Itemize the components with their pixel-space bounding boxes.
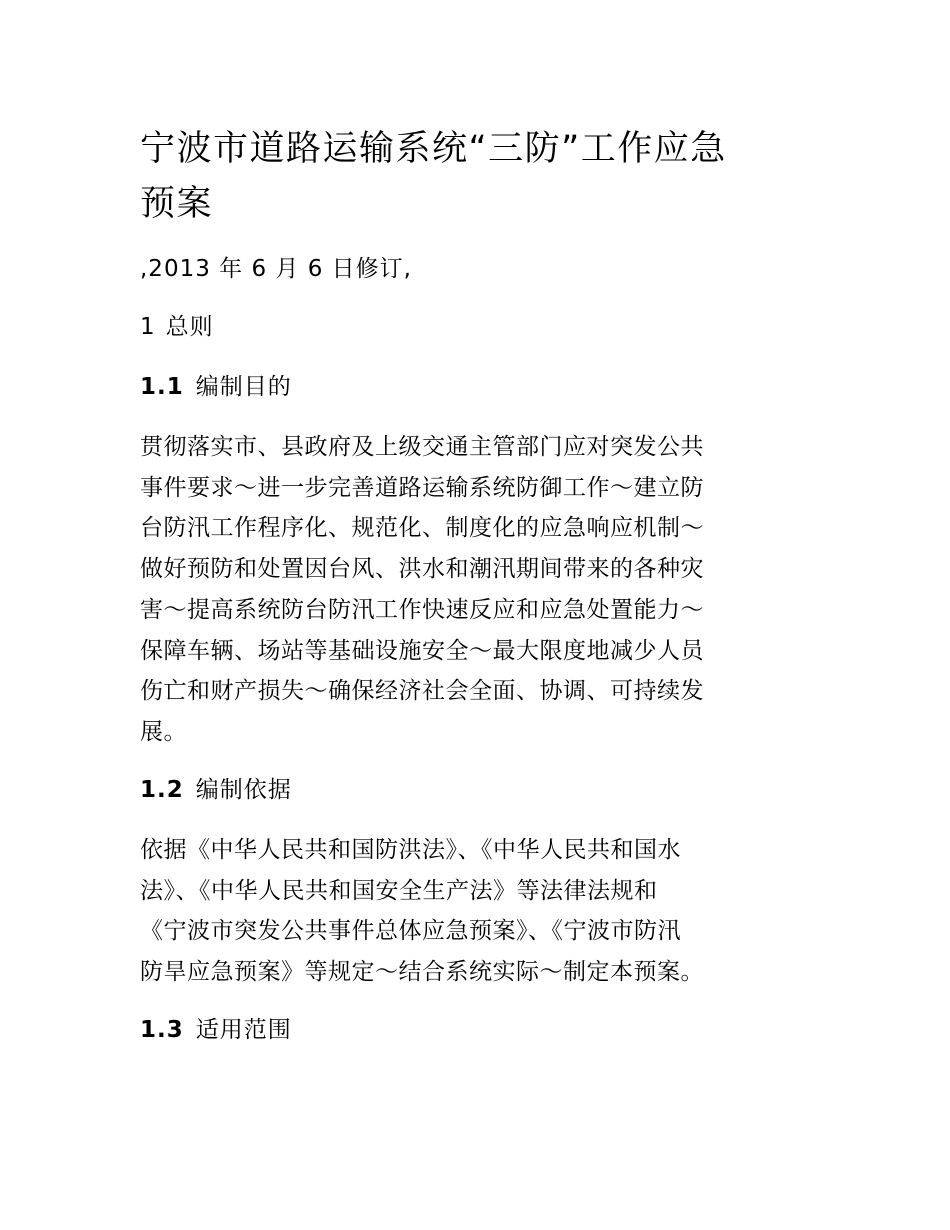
paragraph-line: 台防汛工作程序化、规范化、制度化的应急响应机制～ bbox=[140, 515, 704, 542]
paragraph-line: 事件要求～进一步完善道路运输系统防御工作～建立防 bbox=[140, 474, 704, 501]
subsection-heading-1-1 bbox=[140, 370, 292, 404]
section-number: 1 bbox=[140, 314, 156, 340]
paragraph-line: 贯彻落实市、县政府及上级交通主管部门应对突发公共 bbox=[140, 434, 704, 460]
subsection-title: 适用范围 bbox=[195, 1017, 292, 1043]
paragraph-line: 伤亡和财产损失～确保经济社会全面、协调、可持续发 bbox=[140, 678, 704, 705]
paragraph-line: 法》、《中华人民共和国安全生产法》等法律法规和 bbox=[140, 877, 658, 904]
paragraph-basis bbox=[140, 830, 800, 993]
section-title: 总则 bbox=[165, 314, 214, 340]
paragraph-line: 保障车辆、场站等基础设施安全～最大限度地减少人员 bbox=[140, 637, 704, 664]
subsection-title: 编制目的 bbox=[195, 374, 292, 400]
subsection-number: 1.2 bbox=[140, 777, 184, 803]
subsection-title: 编制依据 bbox=[195, 777, 292, 803]
document-title bbox=[140, 122, 800, 232]
paragraph-line: 防旱应急预案》等规定～结合系统实际～制定本预案。 bbox=[140, 959, 704, 986]
revision-date: ,2013 年 6 月 6 日修订, bbox=[140, 256, 412, 282]
paragraph-purpose bbox=[140, 427, 800, 753]
section-heading-1 bbox=[140, 310, 214, 344]
title-line-2: 预案 bbox=[140, 184, 214, 224]
title-line-1: 宁波市道路运输系统“三防”工作应急 bbox=[140, 129, 727, 169]
paragraph-line: 做好预防和处置因台风、洪水和潮汛期间带来的各种灾 bbox=[140, 556, 704, 583]
subsection-number: 1.3 bbox=[140, 1017, 184, 1043]
subsection-heading-1-2 bbox=[140, 773, 292, 807]
paragraph-line: 依据《中华人民共和国防洪法》、《中华人民共和国水 bbox=[140, 837, 681, 863]
subsection-number: 1.1 bbox=[140, 374, 184, 400]
paragraph-line: 害～提高系统防台防汛工作快速反应和应急处置能力～ bbox=[140, 596, 704, 623]
paragraph-line: 《宁波市突发公共事件总体应急预案》、《宁波市防汛 bbox=[140, 918, 681, 945]
subsection-heading-1-3 bbox=[140, 1013, 292, 1047]
paragraph-line: 展。 bbox=[140, 718, 187, 745]
